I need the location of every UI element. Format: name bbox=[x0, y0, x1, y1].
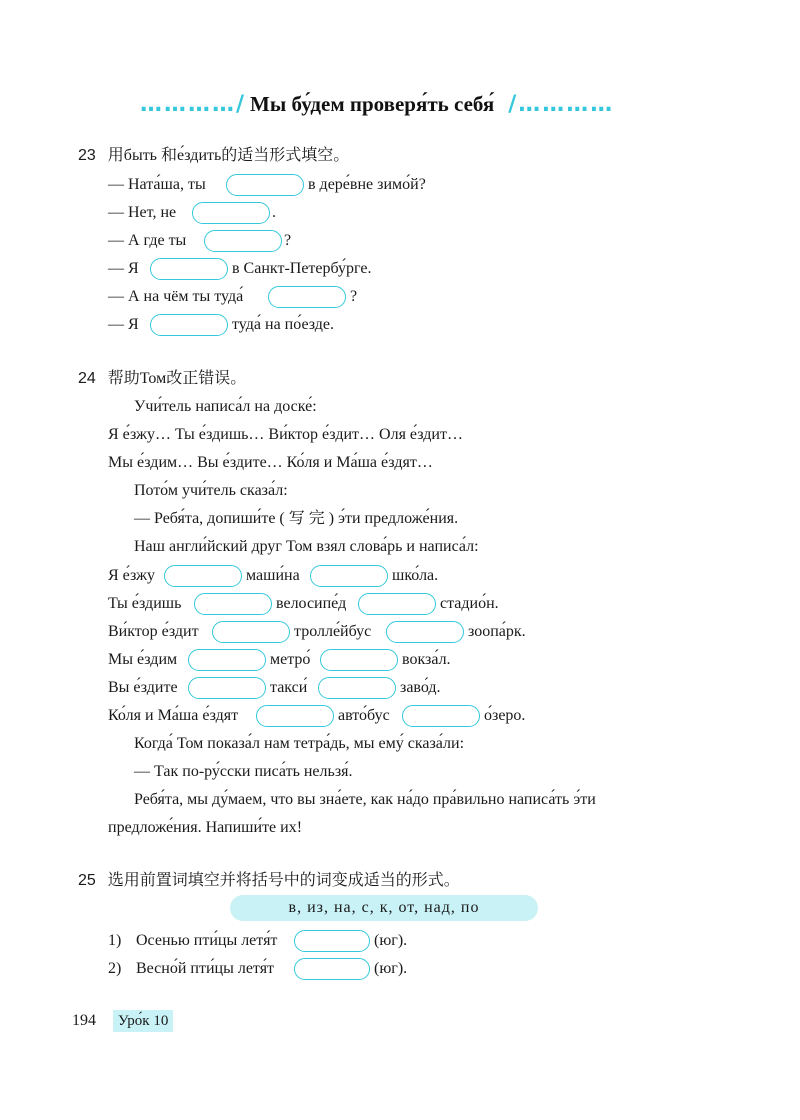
header-dots-right: /………… bbox=[508, 92, 615, 117]
answer-blank[interactable] bbox=[212, 621, 290, 643]
row-subject: Ко́ля и Ма́ша е́здят bbox=[108, 707, 239, 724]
answer-blank[interactable] bbox=[310, 565, 388, 587]
row-place: стадио́н. bbox=[440, 595, 499, 612]
dialog-line: — Ната́ша, ты bbox=[108, 176, 206, 193]
header-dots-left: …………/ bbox=[140, 92, 247, 117]
page-title: Мы бу́дем проверя́ть себя́ bbox=[250, 92, 495, 116]
answer-blank[interactable] bbox=[188, 677, 266, 699]
exercise-instruction: 选用前置词填空并将括号中的词变成适当的形式。 bbox=[107, 872, 460, 889]
item-text: Осенью пти́цы летя́т bbox=[136, 932, 278, 949]
story-line: Наш англи́йский друг Том взял слова́рь и написа́л: bbox=[134, 538, 479, 555]
item-tail: (юг). bbox=[374, 960, 408, 977]
story-line: — Так по-ру́сски писа́ть нельзя́. bbox=[134, 763, 353, 780]
exercise-24-heading bbox=[78, 368, 246, 390]
dialog-line: — Я bbox=[108, 260, 139, 277]
dialog-line: — А где ты bbox=[108, 232, 187, 249]
story-line: Пото́м учи́тель сказа́л: bbox=[134, 482, 288, 499]
row-transport: тролле́йбус bbox=[294, 623, 372, 640]
section-header bbox=[140, 92, 660, 128]
row-transport: авто́бус bbox=[338, 707, 390, 724]
row-subject: Ви́ктор е́здит bbox=[108, 623, 199, 640]
page-number: 194 bbox=[72, 1012, 96, 1029]
answer-blank[interactable] bbox=[188, 649, 266, 671]
story-line: Ребя́та, мы ду́маем, что вы зна́ете, как на́до пра́вильно написа́ть э́ти bbox=[134, 791, 596, 808]
exercise-instruction: 帮助Том改正错误。 bbox=[107, 370, 247, 387]
dialog-line-tail: ? bbox=[350, 288, 358, 305]
preposition-options: в, из, на, с, к, от, над, по bbox=[230, 895, 538, 921]
row-subject: Ты е́здишь bbox=[108, 595, 182, 612]
answer-blank[interactable] bbox=[294, 930, 370, 952]
row-subject: Мы е́здим bbox=[108, 651, 178, 668]
row-transport: метро́ bbox=[270, 651, 311, 668]
row-transport: велосипе́д bbox=[276, 595, 347, 612]
item-number: 1) bbox=[108, 932, 122, 949]
story-line: Когда́ Том показа́л нам тетра́дь, мы ему́ сказа́ли: bbox=[134, 735, 465, 752]
exercise-instruction: 用быть 和е́здить的适当形式填空。 bbox=[107, 147, 350, 164]
lesson-tag: Уро́к 10 bbox=[113, 1010, 173, 1032]
story-line: — Ребя́та, допиши́те ( 写 完 ) э́ти предложе́ния. bbox=[134, 510, 459, 527]
row-subject: Я е́зжу bbox=[108, 567, 156, 584]
answer-blank[interactable] bbox=[164, 565, 242, 587]
dialog-line-tail: туда́ на по́езде. bbox=[232, 316, 335, 333]
answer-blank[interactable] bbox=[204, 230, 282, 252]
answer-blank[interactable] bbox=[320, 649, 398, 671]
row-subject: Вы е́здите bbox=[108, 679, 178, 696]
answer-blank[interactable] bbox=[268, 286, 346, 308]
dialog-line: — Я bbox=[108, 316, 139, 333]
board-line: Мы е́здим… Вы е́здите… Ко́ля и Ма́ша е́здят… bbox=[108, 454, 433, 471]
item-text: Весно́й пти́цы летя́т bbox=[136, 960, 275, 977]
dialog-line: — А на чём ты туда́ bbox=[108, 288, 244, 305]
answer-blank[interactable] bbox=[294, 958, 370, 980]
row-transport: маши́на bbox=[246, 567, 300, 584]
dialog-line-tail: . bbox=[272, 204, 276, 221]
row-place: шко́ла. bbox=[392, 567, 439, 584]
exercise-number: 25 bbox=[78, 872, 96, 889]
answer-blank[interactable] bbox=[192, 202, 270, 224]
story-line: предложе́ния. Напиши́те их! bbox=[108, 819, 303, 836]
answer-blank[interactable] bbox=[386, 621, 464, 643]
answer-blank[interactable] bbox=[402, 705, 480, 727]
answer-blank[interactable] bbox=[318, 677, 396, 699]
answer-blank[interactable] bbox=[256, 705, 334, 727]
answer-blank[interactable] bbox=[194, 593, 272, 615]
exercise-number: 24 bbox=[78, 370, 96, 387]
row-transport: такси́ bbox=[270, 679, 308, 696]
exercise-25-heading bbox=[78, 870, 460, 892]
story-line: Учи́тель написа́л на доске́: bbox=[134, 398, 317, 415]
answer-blank[interactable] bbox=[358, 593, 436, 615]
row-place: зоопа́рк. bbox=[468, 623, 526, 640]
answer-blank[interactable] bbox=[226, 174, 304, 196]
exercise-number: 23 bbox=[78, 147, 96, 164]
board-line: Я е́зжу… Ты е́здишь… Ви́ктор е́здит… Оля е́здит… bbox=[108, 426, 463, 443]
row-place: вокза́л. bbox=[402, 651, 451, 668]
dialog-line-tail: в Санкт-Петербу́рге. bbox=[232, 260, 372, 277]
item-tail: (юг). bbox=[374, 932, 408, 949]
exercise-23-heading bbox=[78, 145, 349, 167]
dialog-line: — Нет, не bbox=[108, 204, 177, 221]
row-place: заво́д. bbox=[400, 679, 441, 696]
row-place: о́зеро. bbox=[484, 707, 526, 724]
answer-blank[interactable] bbox=[150, 314, 228, 336]
dialog-line-tail: в дере́вне зимо́й? bbox=[308, 176, 426, 193]
item-number: 2) bbox=[108, 960, 122, 977]
dialog-line-tail: ? bbox=[284, 232, 292, 249]
answer-blank[interactable] bbox=[150, 258, 228, 280]
